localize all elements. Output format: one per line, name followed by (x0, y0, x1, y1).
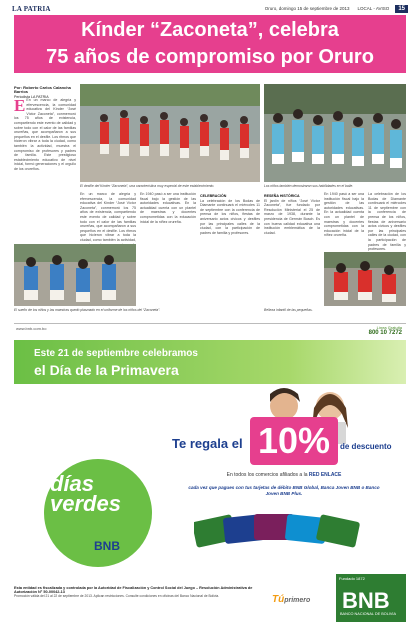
ad-hotline-number: 800 10 7272 (368, 330, 402, 336)
bnb-advertisement[interactable] (14, 323, 406, 623)
caption-photo-3: Los niños también demostraron sus habilidades en el baile. (264, 184, 354, 188)
photo-dancers (264, 84, 406, 182)
bnb-full-name: BANCO NACIONAL DE BOLIVIA (340, 612, 396, 616)
page-number: 15 (395, 5, 408, 13)
debit-cards-image (194, 510, 374, 550)
drop-cap: E (14, 98, 26, 115)
tu-primero-tu: Tú (272, 594, 285, 605)
bnb-name: BNB (342, 588, 390, 613)
issue-date: Oruro, domingo 15 de septiembre de 2013 (264, 6, 350, 11)
article-text-col-3: En 1940 pasó a ser una institución fiscal bajo la gestión de las autoridades educativas. En la actualidad cuenta con un plantel de maestras y docentes comprometidas con la educación inicial de la niñez orureña. (140, 192, 196, 224)
tu-primero-logo (272, 594, 310, 605)
ad-red-detail: cada vez que pagues con tus tarjetas de débito BNB Global, Banca Joven BNB o Banco Joven BNB Plus. (188, 485, 380, 496)
photo-kids (14, 244, 136, 306)
byline-paper: Periodista LA PATRIA (14, 94, 49, 99)
ad-hotline (369, 325, 402, 336)
dias-verdes-logo: días verdes (50, 471, 121, 516)
photo-parade (80, 84, 260, 182)
newspaper-logo: LA PATRIA (12, 4, 51, 13)
ad-url[interactable]: www.bnb.com.bo (16, 326, 47, 331)
byline-authors: Por: Roberto Carlos Calancha Barrios (14, 85, 71, 95)
ad-descuento: de descuento (340, 442, 392, 451)
article-text-col-1b: En un marco de alegría y efervescencia, la comunidad educativa del Kínder “José Víctor Zaconeta”, conmemoró los 75 años de existencia, compartiendo este evento de calidad y sobre todo con el calor de las familias orureñas, que acompañaron a sus pequeños en el desfile. Los ritmos que hicieron vibrar a toda la ciudad, como también la actividad, (80, 192, 136, 242)
ad-fine-body: Promoción válida del 21 al 22 de septiembre de 2013. Aplican restricciones. Consulte condiciones en oficinas del Banco Nacional de Bolivia. (14, 594, 220, 599)
article-col-5 (264, 192, 320, 322)
ad-percent: 10% (250, 417, 338, 465)
bnb-founded: Fundado 1872 (339, 576, 365, 581)
section-label: LOCAL - AVISO (357, 6, 390, 11)
bnb-logo (336, 574, 406, 622)
article-text-col-4: La celebración de los Bodas de Diamante continuará el miércoles 11 de septiembre con la conferencia de prensa de los niños, fiestas de aniversario actos cívicos y desfiles por las principales calles de la ciudad, con la participación de padres de familia y profesores. (200, 198, 260, 235)
article-text-1: En un marco de alegría y efervescencia, la comunidad educativa del Kínder “José Víctor Zaconeta”, conmemoró los 75 años de existencia, compartiendo este evento de calidad y sobre todo con el calor de las familias orureñas, que acompañaron a sus pequeños en el desfile. Los ritmos que hicieron vibrar a toda la ciudad, como también la actividad, muestra el compromiso de profesores y padres de familia. Este prestigioso establecimiento educativo de nivel inicial, formó generaciones y el orgullo de los orureños. (14, 98, 76, 171)
tu-primero-word: primero (284, 597, 311, 604)
caption-photo-1: El desfile del Kínder “Zaconeta”, una característica muy especial de este establecimiento. (80, 184, 215, 188)
ad-red-text: En todos los comercios afiliados a la (226, 472, 308, 478)
article-col-3 (140, 192, 196, 304)
article-text-col-6: En 1940 pasó a ser una institución fiscal bajo la gestión de las autoridades educativas. En la actualidad cuenta con un plantel de maestras y docentes comprometidas con la educación inicial de la niñez orureña. (324, 192, 364, 238)
ad-banner-line-2: el Día de la Primavera (34, 362, 179, 378)
article-col-7 (368, 192, 406, 252)
ad-hotline-label: Línea Gratuita (376, 325, 402, 330)
article-col-4 (200, 192, 260, 304)
caption-photo-4: El sueño de los niños y las maestras quedó plasmado en el uniforme de los niños del “Zaconeta”. (14, 308, 161, 312)
ad-banner (14, 340, 406, 384)
ad-red-enlace (184, 472, 384, 479)
article-text-col-7: La celebración de los Bodas de Diamante continuará el miércoles 11 de septiembre con la conferencia de prensa de los niños, fiestas de aniversario actos cívicos y desfiles por las principales calles de la ciudad, con la participación de padres de familia y profesores. (368, 192, 406, 252)
photo-girls (324, 252, 406, 306)
headline-box (14, 15, 406, 73)
ad-red-bold: RED ENLACE (308, 472, 342, 478)
subhead-celebracion: CELEBRACIÓN (200, 194, 227, 198)
headline-line-1: Kínder “Zaconeta”, celebra (81, 19, 339, 41)
ad-regala: Te regala el (172, 436, 243, 451)
page-header (12, 4, 408, 13)
headline-line-2: 75 años de compromiso por Oruro (46, 46, 374, 68)
article-col-6 (324, 192, 364, 252)
caption-photo-5: Belleza infantil de las pequeñas. (264, 308, 313, 312)
article-text-col-5: El jardín de niños “José Víctor Zaconeta”, fue fundado por Resolución Ministerial el 25 de marzo de 1938, durante la presidencia de Germán Busch. Es con buena calidad educativa una institución emblemática de la ciudad. (264, 198, 320, 235)
dias-verdes-bnb: BNB (94, 539, 120, 553)
ad-fine-title: Esta entidad es fiscalizada y controlada por la Autoridad de Fiscalización y Control Social del Juego – Resolución Administrativa de Autorización N° 50-00042-13 (14, 586, 253, 595)
ad-banner-line-1: Este 21 de septiembre celebramos (34, 348, 198, 359)
ad-fine-print (14, 586, 264, 599)
subhead-resena: RESEÑA HISTÓRICA (264, 194, 300, 198)
